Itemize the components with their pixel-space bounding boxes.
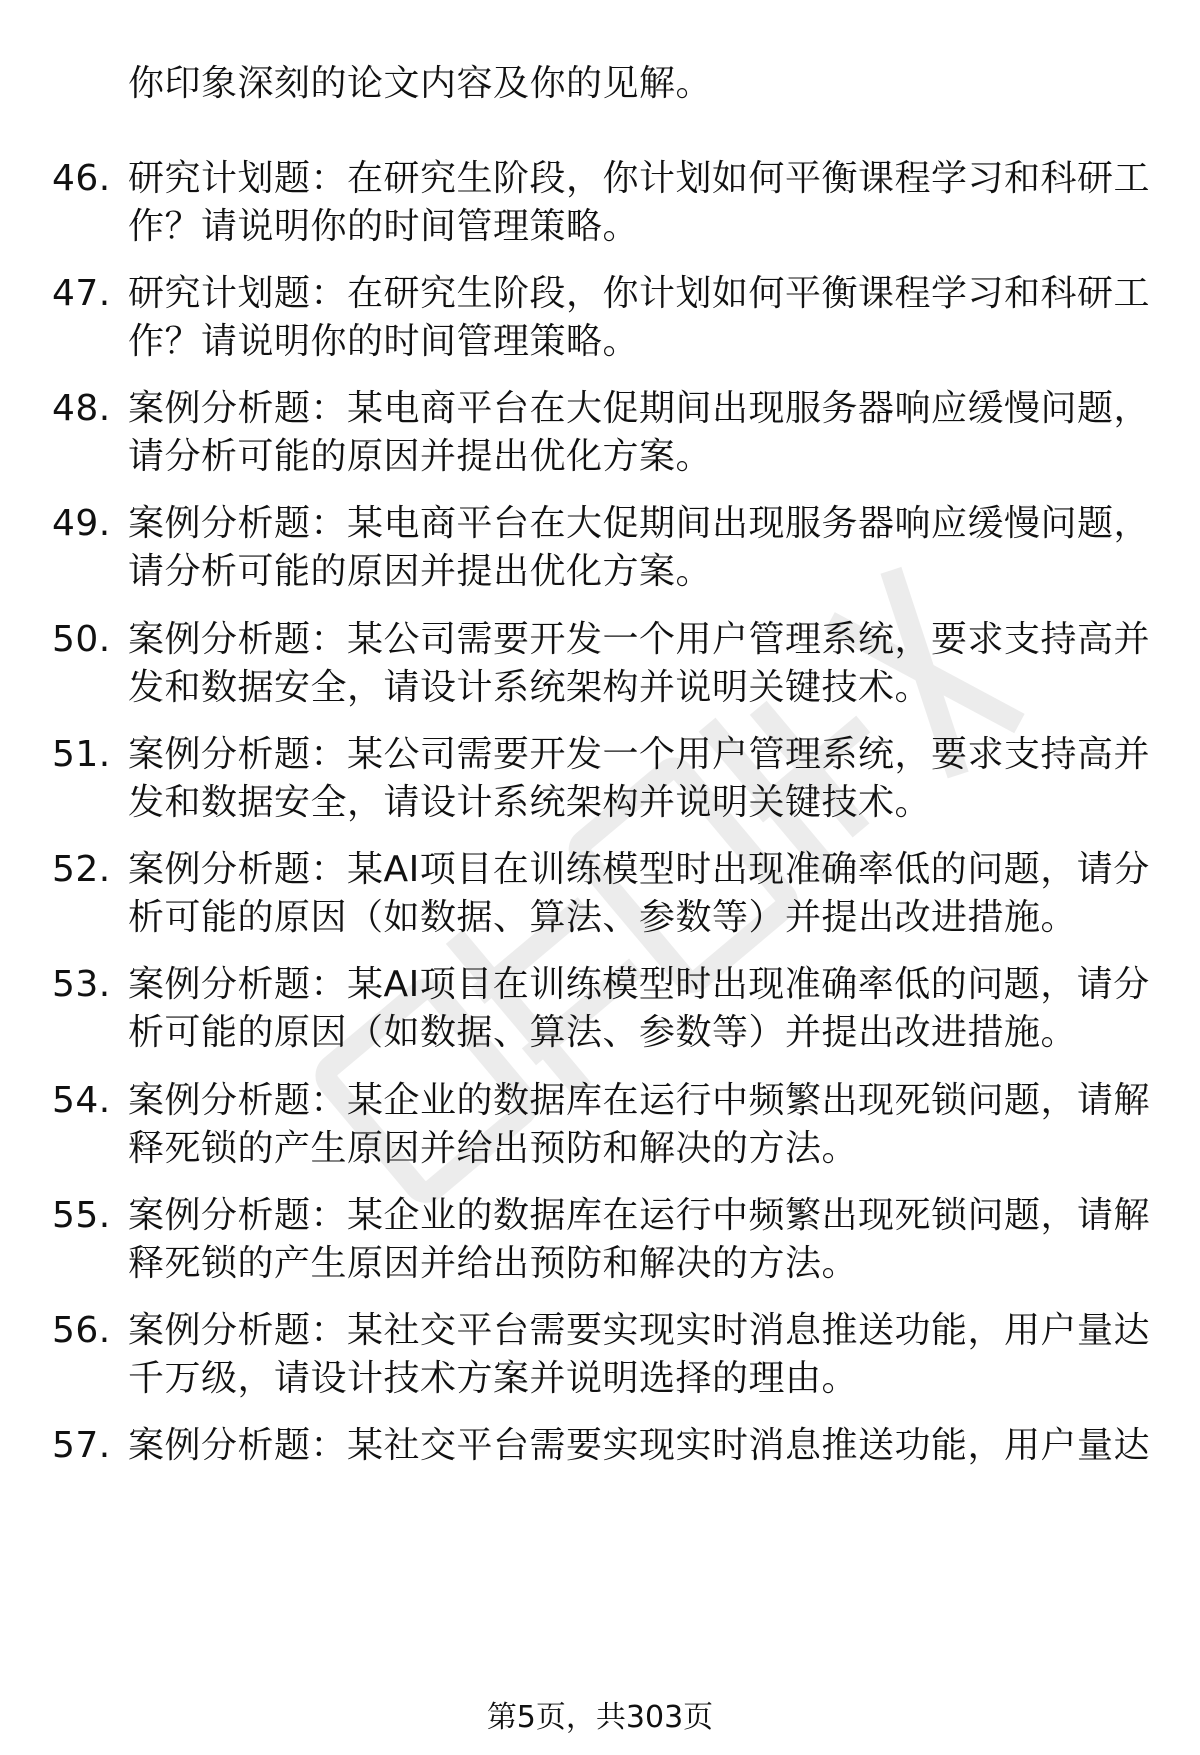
question-number: 55. xyxy=(52,1195,111,1236)
question-number: 57. xyxy=(52,1425,111,1466)
question-text-continuation: 发和数据安全，请设计系统架构并说明关键技术。 xyxy=(128,782,932,823)
question-text-continuation: 释死锁的产生原因并给出预防和解决的方法。 xyxy=(128,1128,859,1169)
question-text: 案例分析题：某AI项目在训练模型时出现准确率低的问题，请分 xyxy=(128,849,1150,890)
question-text-continuation: 作？请说明你的时间管理策略。 xyxy=(128,321,640,362)
question-text: 研究计划题：在研究生阶段，你计划如何平衡课程学习和科研工 xyxy=(128,158,1151,199)
question-text: 案例分析题：某AI项目在训练模型时出现准确率低的问题，请分 xyxy=(128,964,1150,1005)
question-text: 案例分析题：某电商平台在大促期间出现服务器响应缓慢问题， xyxy=(128,503,1151,544)
question-text: 案例分析题：某企业的数据库在运行中频繁出现死锁问题，请解 xyxy=(128,1080,1151,1121)
question-text-continuation: 析可能的原因（如数据、算法、参数等）并提出改进措施。 xyxy=(128,1012,1078,1053)
question-text: 研究计划题：在研究生阶段，你计划如何平衡课程学习和科研工 xyxy=(128,273,1151,314)
question-text-continuation: 你印象深刻的论文内容及你的见解。 xyxy=(128,63,713,104)
question-number: 53. xyxy=(52,964,111,1005)
question-number: 54. xyxy=(52,1080,111,1121)
question-text: 案例分析题：某电商平台在大促期间出现服务器响应缓慢问题， xyxy=(128,388,1151,429)
question-number: 48. xyxy=(52,388,111,429)
question-text-continuation: 请分析可能的原因并提出优化方案。 xyxy=(128,436,713,477)
question-text: 案例分析题：某公司需要开发一个用户管理系统，要求支持高并 xyxy=(128,619,1151,660)
question-text: 案例分析题：某企业的数据库在运行中频繁出现死锁问题，请解 xyxy=(128,1195,1151,1236)
question-number: 56. xyxy=(52,1310,111,1351)
question-text: 案例分析题：某公司需要开发一个用户管理系统，要求支持高并 xyxy=(128,734,1151,775)
question-number: 47. xyxy=(52,273,111,314)
question-text-continuation: 千万级，请设计技术方案并说明选择的理由。 xyxy=(128,1358,859,1399)
page-footer: 第5页，共303页 xyxy=(486,1700,714,1735)
question-text-continuation: 发和数据安全，请设计系统架构并说明关键技术。 xyxy=(128,667,932,708)
question-text-continuation: 析可能的原因（如数据、算法、参数等）并提出改进措施。 xyxy=(128,897,1078,938)
question-number: 51. xyxy=(52,734,111,775)
question-text: 案例分析题：某社交平台需要实现实时消息推送功能，用户量达 xyxy=(128,1425,1151,1466)
question-number: 49. xyxy=(52,503,111,544)
question-text: 案例分析题：某社交平台需要实现实时消息推送功能，用户量达 xyxy=(128,1310,1151,1351)
question-text-continuation: 作？请说明你的时间管理策略。 xyxy=(128,206,640,247)
question-text-continuation: 请分析可能的原因并提出优化方案。 xyxy=(128,551,713,592)
question-number: 46. xyxy=(52,158,111,199)
question-number: 50. xyxy=(52,619,111,660)
question-text-continuation: 释死锁的产生原因并给出预防和解决的方法。 xyxy=(128,1243,859,1284)
question-number: 52. xyxy=(52,849,111,890)
